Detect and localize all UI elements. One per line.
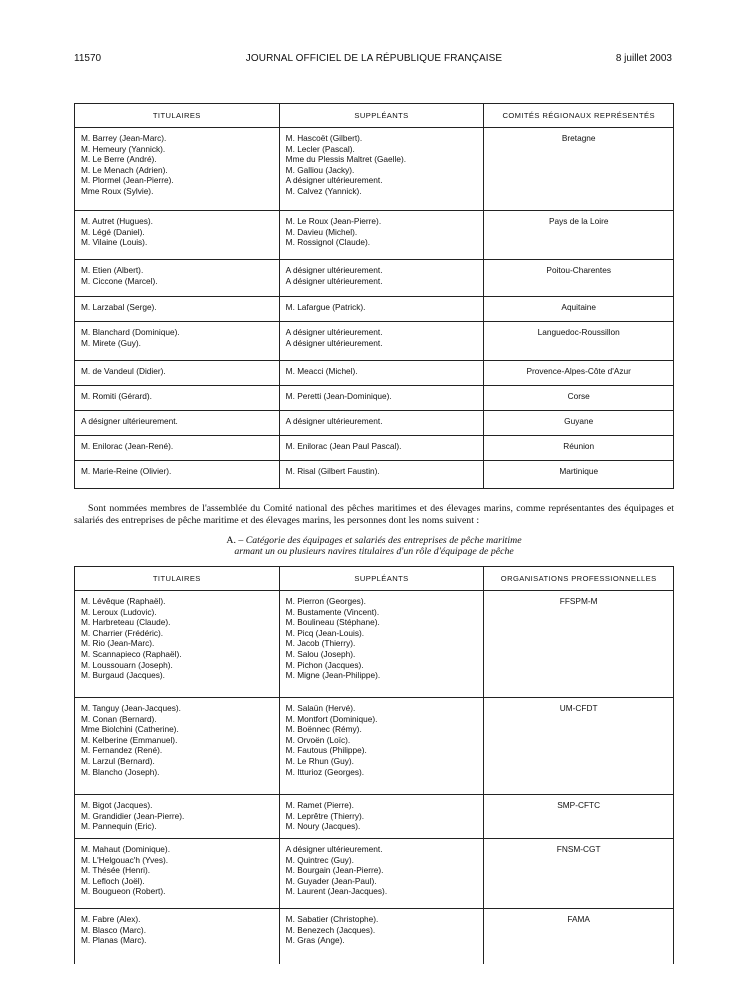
person-name: M. Pannequin (Eric). xyxy=(81,821,157,832)
suppleants-cell xyxy=(279,322,484,361)
region-name: Provence-Alpes-Côte d'Azur xyxy=(526,366,631,376)
titulaires-cell xyxy=(75,591,280,698)
region-name: Pays de la Loire xyxy=(548,216,609,226)
suppleants-cell xyxy=(279,128,484,211)
person-name: M. Autret (Hugues). xyxy=(81,216,153,226)
titulaires-cell xyxy=(75,361,280,386)
person-name: M. Leprêtre (Thierry). xyxy=(285,810,365,821)
person-name: M. Ciccone (Marcel). xyxy=(81,275,158,286)
person-name: M. Bourgain (Jean-Pierre). xyxy=(285,865,384,876)
person-name: A désigner ultérieurement. xyxy=(285,416,383,426)
titulaires-cell xyxy=(75,297,280,322)
caption-line-1: Catégorie des équipages et salariés des entreprises de pêche maritime xyxy=(245,535,522,546)
person-name: M. Laurent (Jean-Jacques). xyxy=(285,886,388,897)
person-name: M. Larzul (Bernard). xyxy=(81,755,155,766)
column-header-suppleants: SUPPLÉANTS xyxy=(279,104,484,128)
person-name: A désigner ultérieurement. xyxy=(285,327,383,337)
region-cell xyxy=(484,211,674,260)
person-name: M. Scannapieco (Raphaël). xyxy=(81,648,182,659)
person-name: M. Davieu (Michel). xyxy=(285,226,358,237)
column-header-suppleants: SUPPLÉANTS xyxy=(279,567,484,591)
table-row xyxy=(75,128,674,211)
person-name: M. Salaün (Hervé). xyxy=(285,703,356,713)
titulaires-cell xyxy=(75,128,280,211)
person-name: M. Lefloch (Joël). xyxy=(81,875,145,886)
organisation-cell xyxy=(484,591,674,698)
person-name: M. Benezech (Jacques). xyxy=(285,924,376,935)
table-row xyxy=(75,297,674,322)
table-row xyxy=(75,795,674,839)
person-name: M. Orvoën (Loïc). xyxy=(285,734,351,745)
suppleants-cell xyxy=(279,297,484,322)
table-row xyxy=(75,698,674,795)
person-name: M. Le Menach (Adrien). xyxy=(81,164,168,175)
suppleants-cell xyxy=(279,909,484,964)
titulaires-cell xyxy=(75,839,280,909)
person-name: M. Plormel (Jean-Pierre). xyxy=(81,175,174,186)
region-name: Martinique xyxy=(559,466,599,476)
region-name: Guyane xyxy=(564,416,594,426)
person-name: M. Peretti (Jean-Dominique). xyxy=(285,391,392,401)
person-name: M. Calvez (Yannick). xyxy=(285,185,362,196)
person-name: M. Itturioz (Georges). xyxy=(285,766,365,777)
region-name: Aquitaine xyxy=(561,302,597,312)
organisation-name: UM-CFDT xyxy=(559,703,598,713)
region-cell xyxy=(484,260,674,297)
person-name: M. Bigot (Jacques). xyxy=(81,800,153,810)
region-cell xyxy=(484,461,674,489)
person-name: M. Hemeury (Yannick). xyxy=(81,143,166,154)
person-name: M. Bougueon (Robert). xyxy=(81,886,166,897)
table-row xyxy=(75,591,674,698)
person-name: M. Burgaud (Jacques). xyxy=(81,670,165,681)
person-name: M. Grandidier (Jean-Pierre). xyxy=(81,810,185,821)
organisation-cell xyxy=(484,909,674,964)
person-name: M. Lecler (Pascal). xyxy=(285,143,355,154)
person-name: M. Risal (Gilbert Faustin). xyxy=(285,466,380,476)
person-name: M. Loussouarn (Joseph). xyxy=(81,659,173,670)
person-name: M. Bustamente (Vincent). xyxy=(285,606,380,617)
organisation-name: FNSM-CGT xyxy=(556,844,601,854)
person-name: M. L'Helgouac'h (Yves). xyxy=(81,854,169,865)
person-name: M. Le Berre (André). xyxy=(81,154,157,165)
suppleants-cell xyxy=(279,260,484,297)
person-name: M. Légé (Daniel). xyxy=(81,226,145,237)
titulaires-cell xyxy=(75,260,280,297)
person-name: A désigner ultérieurement. xyxy=(285,265,383,275)
titulaires-cell xyxy=(75,909,280,964)
suppleants-cell xyxy=(279,211,484,260)
titulaires-cell xyxy=(75,322,280,361)
person-name: M. Hascoët (Gilbert). xyxy=(285,133,363,143)
suppleants-cell xyxy=(279,795,484,839)
section-caption xyxy=(74,535,674,557)
person-name: A désigner ultérieurement. xyxy=(285,337,383,348)
region-name: Languedoc-Roussillon xyxy=(537,327,620,337)
suppleants-cell xyxy=(279,839,484,909)
region-cell xyxy=(484,361,674,386)
person-name: M. Migne (Jean-Philippe). xyxy=(285,670,381,681)
person-name: M. Blasco (Marc). xyxy=(81,924,146,935)
page-number: 11570 xyxy=(74,53,102,64)
person-name: M. Salou (Joseph). xyxy=(285,648,356,659)
person-name: M. Ramet (Pierre). xyxy=(285,800,354,810)
person-name: M. Kelberine (Emmanuel). xyxy=(81,734,178,745)
person-name: M. Le Roux (Jean-Pierre). xyxy=(285,216,382,226)
person-name: M. Thésée (Henri). xyxy=(81,865,151,876)
person-name: M. Leroux (Ludovic). xyxy=(81,606,157,617)
organisation-cell xyxy=(484,839,674,909)
person-name: M. de Vandeul (Didier). xyxy=(81,366,166,376)
suppleants-cell xyxy=(279,436,484,461)
caption-prefix: A. – xyxy=(226,535,244,546)
titulaires-cell xyxy=(75,698,280,795)
organisation-name: FFSPM-M xyxy=(559,596,598,606)
person-name: Mme Biolchini (Catherine). xyxy=(81,724,179,735)
person-name: M. Meacci (Michel). xyxy=(285,366,358,376)
person-name: M. Lévêque (Raphaël). xyxy=(81,596,166,606)
person-name: M. Tanguy (Jean-Jacques). xyxy=(81,703,181,713)
region-name: Poitou-Charentes xyxy=(546,265,611,275)
caption-line-2: armant un ou plusieurs navires titulaires d'un rôle d'équipage de pêche xyxy=(234,546,514,557)
person-name: Mme du Plessis Maltret (Gaelle). xyxy=(285,154,407,165)
person-name: M. Romiti (Gérard). xyxy=(81,391,152,401)
regional-committees-table xyxy=(74,103,674,489)
person-name: M. Rio (Jean-Marc). xyxy=(81,638,155,649)
suppleants-cell xyxy=(279,411,484,436)
person-name: M. Harbreteau (Claude). xyxy=(81,617,171,628)
person-name: M. Quintrec (Guy). xyxy=(285,854,354,865)
person-name: M. Fabre (Alex). xyxy=(81,914,141,924)
titulaires-cell xyxy=(75,386,280,411)
nomination-paragraph: Sont nommées membres de l'assemblée du Comité national des pêches maritimes et des élevages marins, comme représentantes des équipages et salariés des entreprises de pêche maritime et des élevages marins, les personnes dont les noms suivent : xyxy=(74,503,674,526)
region-name: Corse xyxy=(567,391,590,401)
person-name: M. Fautous (Philippe). xyxy=(285,745,367,756)
region-cell xyxy=(484,436,674,461)
publication-date: 8 juillet 2003 xyxy=(615,53,672,64)
titulaires-cell xyxy=(75,211,280,260)
column-header-titulaires: TITULAIRES xyxy=(75,104,280,128)
table-row xyxy=(75,461,674,489)
person-name: M. Picq (Jean-Louis). xyxy=(285,627,365,638)
person-name: A désigner ultérieurement. xyxy=(81,416,178,426)
table-row xyxy=(75,211,674,260)
organisation-cell xyxy=(484,795,674,839)
person-name: M. Planas (Marc). xyxy=(81,935,147,946)
person-name: M. Blanchard (Dominique). xyxy=(81,327,180,337)
person-name: M. Fernandez (René). xyxy=(81,745,163,756)
person-name: M. Mirete (Guy). xyxy=(81,337,141,348)
person-name: M. Jacob (Thierry). xyxy=(285,638,356,649)
suppleants-cell xyxy=(279,591,484,698)
organisation-name: FAMA xyxy=(567,914,590,924)
person-name: M. Marie-Reine (Olivier). xyxy=(81,466,172,476)
person-name: A désigner ultérieurement. xyxy=(285,844,383,854)
person-name: M. Boënnec (Rémy). xyxy=(285,724,362,735)
suppleants-cell xyxy=(279,361,484,386)
person-name: M. Guyader (Jean-Paul). xyxy=(285,875,377,886)
titulaires-cell xyxy=(75,461,280,489)
region-cell xyxy=(484,322,674,361)
person-name: M. Le Rhun (Guy). xyxy=(285,755,354,766)
person-name: M. Galliou (Jacky). xyxy=(285,164,355,175)
table-row xyxy=(75,361,674,386)
person-name: M. Barrey (Jean-Marc). xyxy=(81,133,167,143)
person-name: M. Noury (Jacques). xyxy=(285,821,361,832)
person-name: M. Boulineau (Stéphane). xyxy=(285,617,380,628)
person-name: M. Lafargue (Patrick). xyxy=(285,302,366,312)
professional-organisations-table xyxy=(74,566,674,964)
person-name: M. Conan (Bernard). xyxy=(81,713,157,724)
person-name: M. Gras (Ange). xyxy=(285,935,345,946)
person-name: M. Mahaut (Dominique). xyxy=(81,844,170,854)
region-cell xyxy=(484,128,674,211)
person-name: M. Etien (Albert). xyxy=(81,265,144,275)
region-name: Bretagne xyxy=(561,133,596,143)
suppleants-cell xyxy=(279,698,484,795)
table-row xyxy=(75,322,674,361)
table-row xyxy=(75,386,674,411)
organisation-cell xyxy=(484,698,674,795)
person-name: A désigner ultérieurement. xyxy=(285,175,383,186)
column-header-titulaires: TITULAIRES xyxy=(75,567,280,591)
person-name: M. Larzabal (Serge). xyxy=(81,302,157,312)
table-row xyxy=(75,436,674,461)
suppleants-cell xyxy=(279,386,484,411)
journal-title: JOURNAL OFFICIEL DE LA RÉPUBLIQUE FRANÇAISE xyxy=(245,53,503,64)
person-name: M. Rossignol (Claude). xyxy=(285,237,371,248)
column-header-organisations: ORGANISATIONS PROFESSIONNELLES xyxy=(484,567,674,591)
region-name: Réunion xyxy=(563,441,595,451)
person-name: M. Enilorac (Jean Paul Pascal). xyxy=(285,441,402,451)
region-cell xyxy=(484,386,674,411)
table-row xyxy=(75,260,674,297)
titulaires-cell xyxy=(75,411,280,436)
person-name: M. Montfort (Dominique). xyxy=(285,713,378,724)
table-row xyxy=(75,411,674,436)
region-cell xyxy=(484,297,674,322)
person-name: M. Enilorac (Jean-René). xyxy=(81,441,174,451)
person-name: M. Vilaine (Louis). xyxy=(81,237,148,248)
person-name: Mme Roux (Sylvie). xyxy=(81,185,154,196)
suppleants-cell xyxy=(279,461,484,489)
table-row xyxy=(75,909,674,964)
person-name: M. Charrier (Frédéric). xyxy=(81,627,164,638)
table-row xyxy=(75,839,674,909)
organisation-name: SMP-CFTC xyxy=(557,800,601,810)
region-cell xyxy=(484,411,674,436)
column-header-regions: COMITÉS RÉGIONAUX REPRÉSENTÉS xyxy=(484,104,674,128)
person-name: M. Pichon (Jacques). xyxy=(285,659,364,670)
person-name: M. Sabatier (Christophe). xyxy=(285,914,379,924)
person-name: M. Pierron (Georges). xyxy=(285,596,366,606)
person-name: M. Blancho (Joseph). xyxy=(81,766,160,777)
titulaires-cell xyxy=(75,436,280,461)
person-name: A désigner ultérieurement. xyxy=(285,275,383,286)
titulaires-cell xyxy=(75,795,280,839)
